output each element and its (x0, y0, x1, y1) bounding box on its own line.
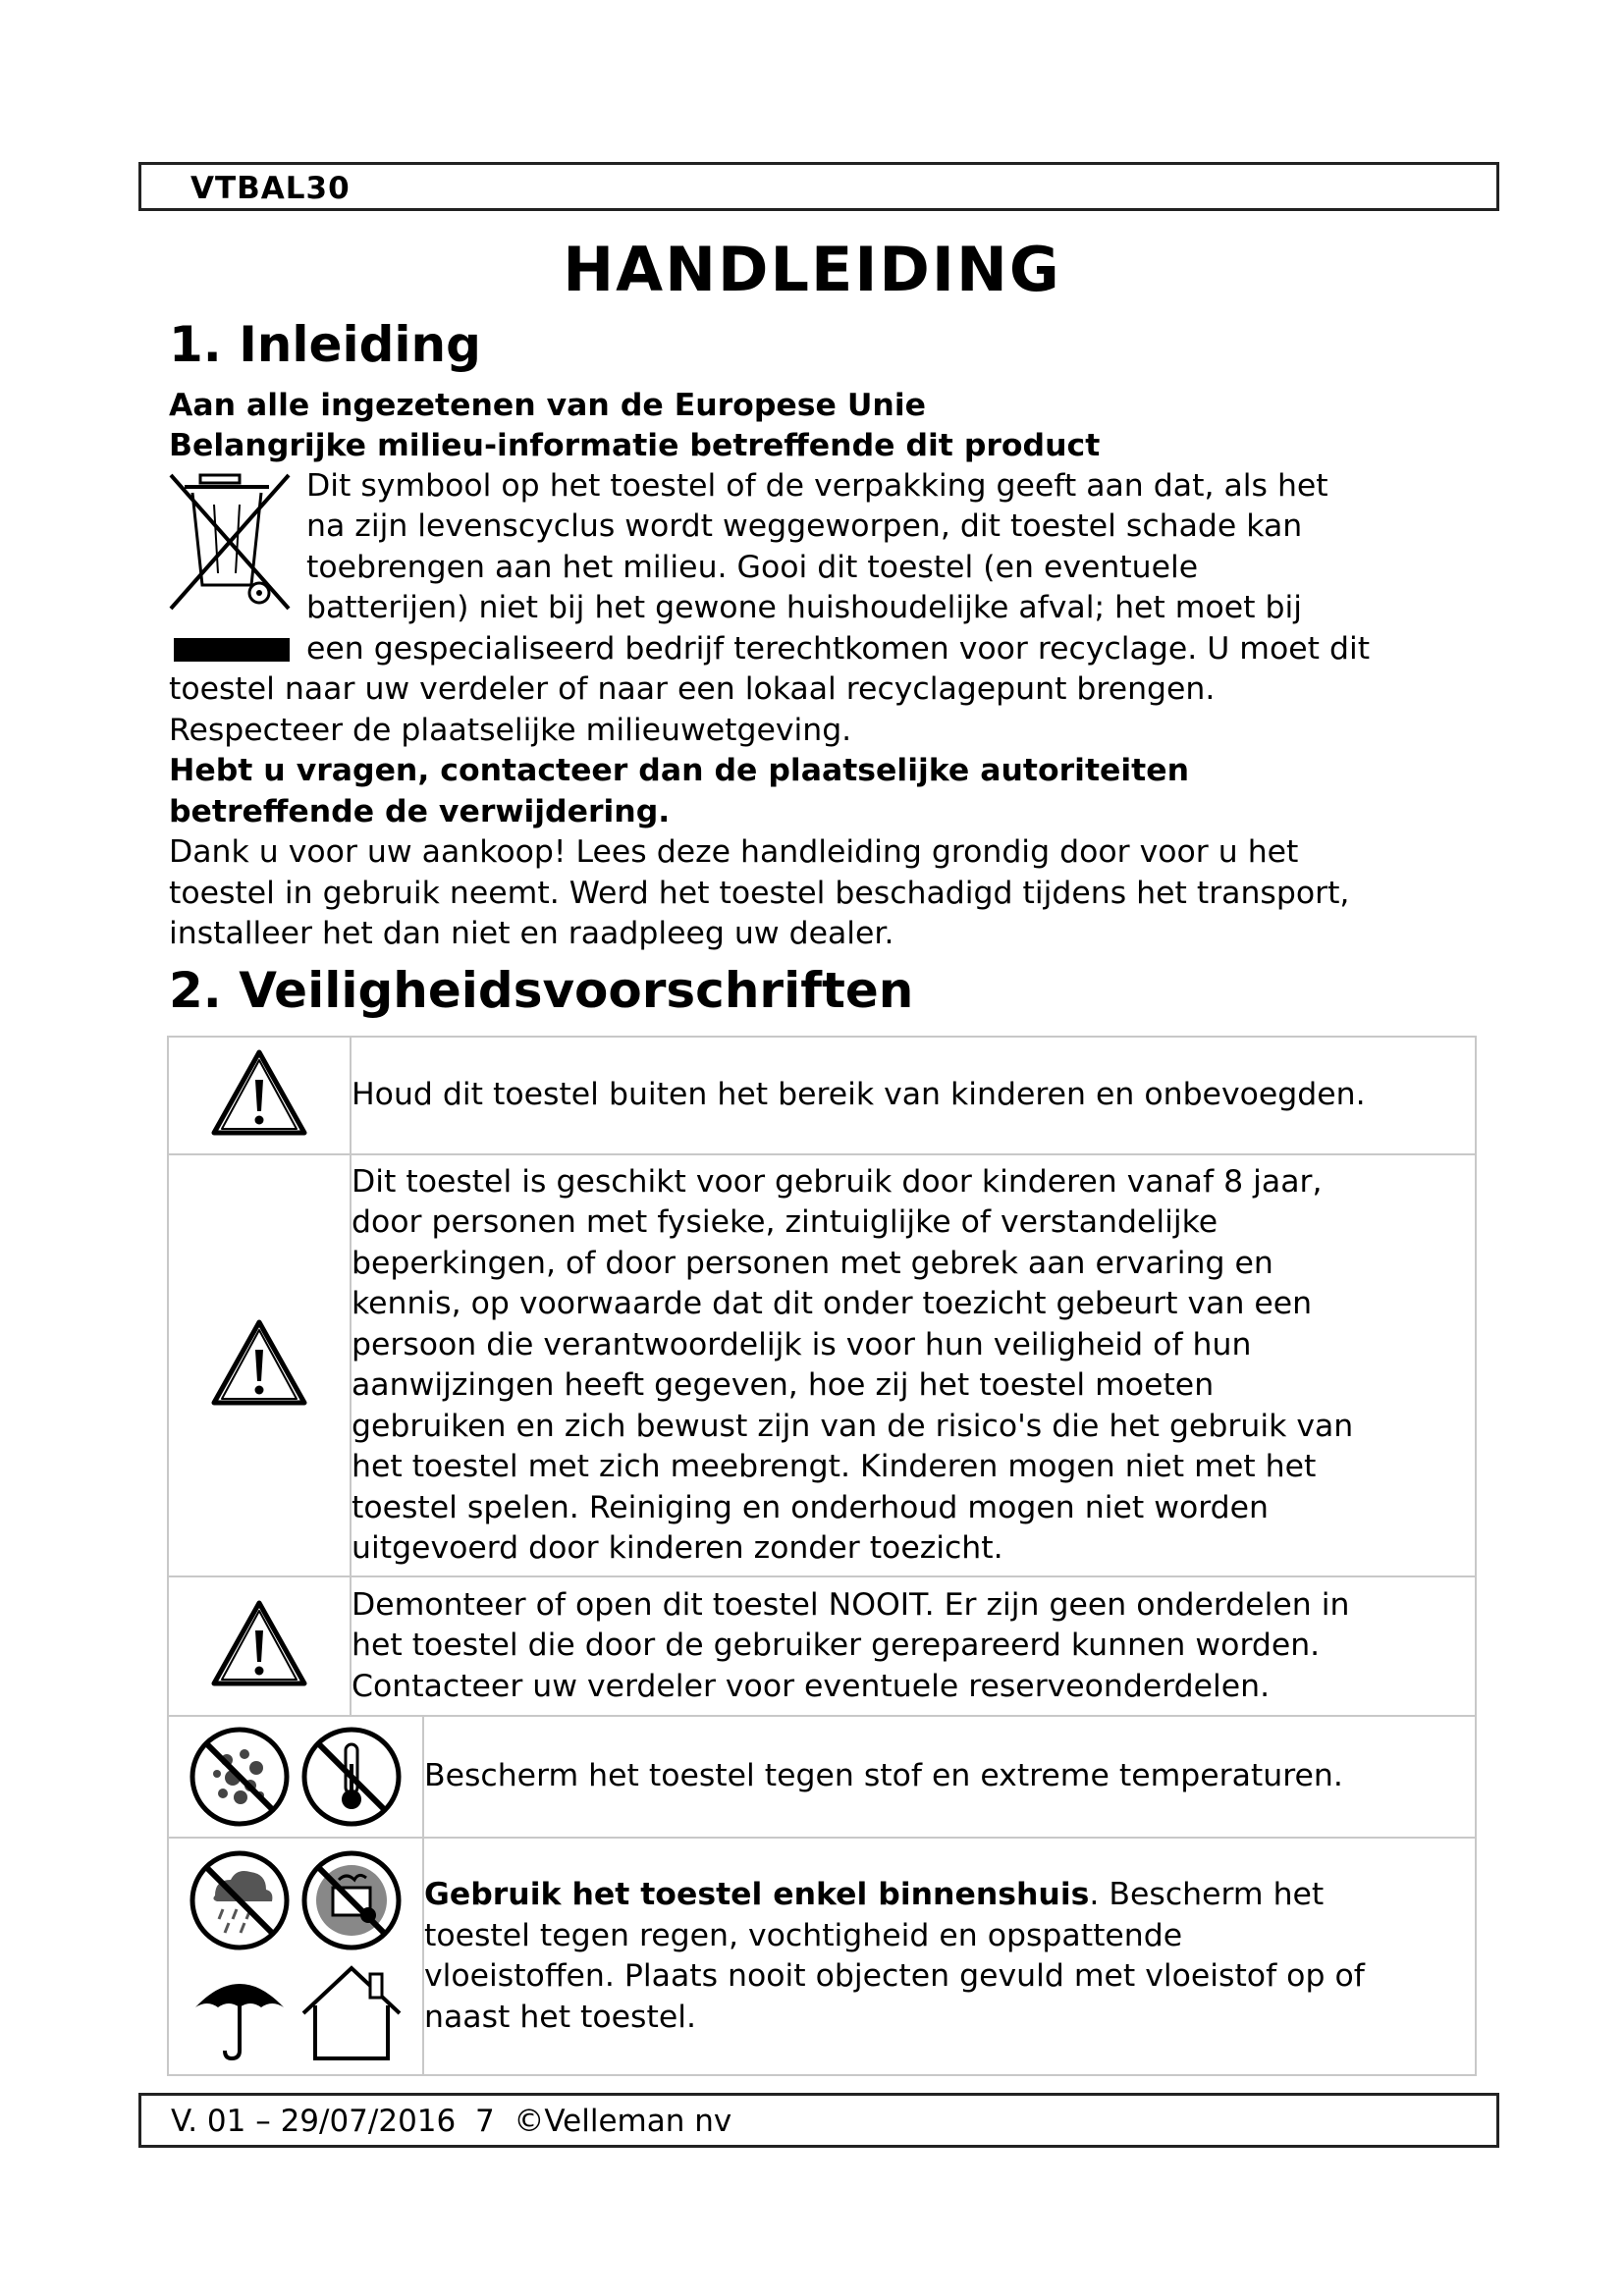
safety-icon-cell (168, 1037, 351, 1154)
section-heading-inleiding: 1. Inleiding (169, 316, 481, 373)
safety-line: kennis, op voorwaarde dat dit onder toezicht gebeurt van een (352, 1286, 1313, 1321)
safety-line: aanwijzingen heeft gegeven, hoe zij het toestel moeten (352, 1367, 1215, 1403)
no-splashing-icon (299, 1848, 404, 1952)
safety-line: het toestel met zich meebrengt. Kinderen mogen niet met het (352, 1449, 1317, 1484)
safety-row (168, 1716, 1476, 1838)
no-rain-icon (188, 1848, 292, 1952)
safety-text-cell (351, 1576, 1476, 1716)
safety-text: . Bescherm het (1089, 1877, 1325, 1912)
product-code: VTBAL30 (190, 171, 351, 206)
safety-line: het toestel die door de gebruiker gerepareerd kunnen worden. (352, 1628, 1321, 1664)
safety-line: Houd dit toestel buiten het bereik van kinderen en onbevoegden. (352, 1077, 1366, 1113)
footer-version-page: V. 01 – 29/07/2016 7 ©Velleman nv (171, 2104, 732, 2139)
safety-line: Contacteer uw verdeler voor eventuele reserveonderdelen. (352, 1668, 1271, 1704)
safety-line: gebruiken en zich bewust zijn van de risico's die het gebruik van (352, 1408, 1354, 1444)
safety-table (167, 1036, 1477, 2076)
safety-row (168, 1576, 1476, 1716)
safety-text-cell (351, 1154, 1476, 1576)
safety-text-cell (351, 1037, 1476, 1154)
umbrella-icon (188, 1960, 292, 2064)
environment-info-line: Belangrijke milieu-informatie betreffende dit product (169, 428, 1101, 463)
weee-black-bar (174, 638, 290, 662)
safety-line (424, 1875, 1475, 1916)
safety-line: persoon die verantwoordelijk is voor hun veiligheid of hun (352, 1326, 1252, 1362)
weee-text-line: Respecteer de plaatselijke milieuwetgeving. (169, 713, 852, 748)
weee-text-line: na zijn levenscyclus wordt weggeworpen, dit toestel schade kan (306, 508, 1303, 544)
weee-text-line: toebrengen aan het milieu. Gooi dit toestel (en eventuele (306, 550, 1199, 585)
section-heading-veiligheid: 2. Veiligheidsvoorschriften (169, 962, 914, 1019)
safety-line: uitgevoerd door kinderen zonder toezicht. (352, 1530, 1003, 1566)
questions-line: Hebt u vragen, contacteer dan de plaatselijke autoriteiten (169, 753, 1190, 788)
safety-text-cell (423, 1838, 1476, 2075)
safety-line: Dit toestel is geschikt voor gebruik door kinderen vanaf 8 jaar, (352, 1163, 1323, 1200)
thanks-line: toestel in gebruik neemt. Werd het toestel beschadigd tijdens het transport, (169, 876, 1350, 911)
eu-residents-line: Aan alle ingezetenen van de Europese Unie (169, 388, 926, 423)
safety-line: toestel spelen. Reiniging en onderhoud mogen niet worden (352, 1489, 1269, 1525)
safety-row (168, 1838, 1476, 2075)
safety-icon-cell (168, 1838, 423, 2075)
safety-icon-cell (168, 1716, 423, 1838)
weee-text-line: Dit symbool op het toestel of de verpakking geeft aan dat, als het (306, 468, 1328, 504)
safety-icon-cell (168, 1576, 351, 1716)
indoor-use-emphasis: Gebruik het toestel enkel binnenshuis (424, 1877, 1090, 1912)
safety-row (168, 1037, 1476, 1154)
footer-box (138, 2093, 1499, 2148)
thanks-line: Dank u voor uw aankoop! Lees deze handleiding grondig door voor u het (169, 834, 1299, 870)
safety-line: naast het toestel. (424, 1999, 696, 2035)
safety-row (168, 1154, 1476, 1576)
header-box (138, 162, 1499, 211)
safety-line: vloeistoffen. Plaats nooit objecten gevuld met vloeistof op of (424, 1958, 1365, 1994)
safety-line: toestel tegen regen, vochtigheid en opspattende (424, 1917, 1183, 1953)
safety-icon-cell (168, 1154, 351, 1576)
no-dust-icon (188, 1725, 292, 1829)
weee-crossed-bin-icon (167, 471, 295, 616)
questions-line: betreffende de verwijdering. (169, 794, 671, 829)
document-title: HANDLEIDING (563, 234, 1061, 305)
safety-line: door personen met fysieke, zintuiglijke of verstandelijke (352, 1204, 1218, 1240)
no-extreme-temperature-icon (299, 1725, 404, 1829)
safety-text-cell (423, 1716, 1476, 1838)
indoor-house-icon (299, 1960, 404, 2064)
safety-line: Demonteer of open dit toestel NOOIT. Er zijn geen onderdelen in (352, 1586, 1350, 1623)
warning-triangle-icon (208, 1597, 310, 1691)
weee-text-line: toestel naar uw verdeler of naar een lokaal recyclagepunt brengen. (169, 671, 1216, 707)
safety-line: beperkingen, of door personen met gebrek aan ervaring en (352, 1245, 1273, 1281)
weee-text-line: batterijen) niet bij het gewone huishoudelijke afval; het moet bij (306, 590, 1302, 625)
warning-triangle-icon (208, 1316, 310, 1411)
weee-text-line: een gespecialiseerd bedrijf terechtkomen voor recyclage. U moet dit (306, 631, 1371, 667)
warning-triangle-icon (208, 1046, 310, 1141)
safety-line: Bescherm het toestel tegen stof en extreme temperaturen. (424, 1758, 1343, 1794)
thanks-line: installeer het dan niet en raadpleeg uw dealer. (169, 916, 894, 951)
